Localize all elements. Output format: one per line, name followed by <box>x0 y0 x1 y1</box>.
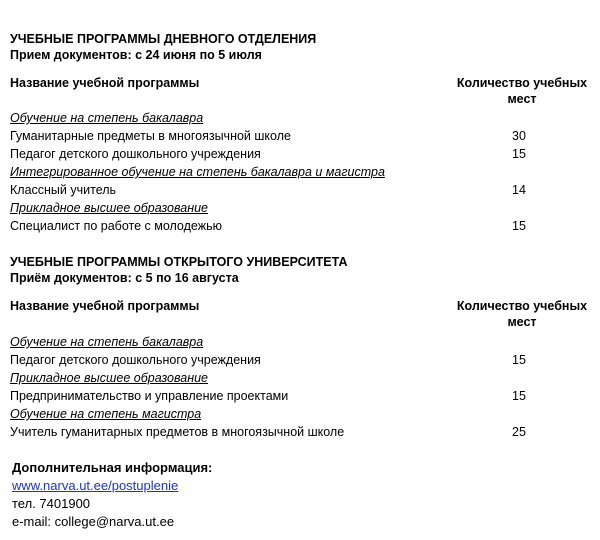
open-category-applied: Прикладное высшее образование <box>10 371 208 385</box>
day-program-places: 14 <box>512 183 526 197</box>
day-column-program-name: Название учебной программы <box>10 76 200 90</box>
info-email: e-mail: college@narva.ut.ee <box>12 514 175 529</box>
open-program-places: 25 <box>512 425 526 439</box>
info-website-link[interactable]: www.narva.ut.ee/postuplenie <box>12 478 179 493</box>
day-category-applied: Прикладное высшее образование <box>10 201 208 215</box>
day-admission-dates: Прием документов: с 24 июня по 5 июля <box>10 48 262 62</box>
day-program-name: Классный учитель <box>10 183 117 197</box>
info-heading: Дополнительная информация: <box>12 460 213 475</box>
day-column-places: Количество учебных мест <box>456 76 588 106</box>
day-section-title: УЧЕБНЫЕ ПРОГРАММЫ ДНЕВНОГО ОТДЕЛЕНИЯ <box>10 32 317 46</box>
open-category-bachelor: Обучение на степень бакалавра <box>10 335 204 349</box>
open-admission-dates: Приём документов: с 5 по 16 августа <box>10 271 239 285</box>
day-program-places: 15 <box>512 147 526 161</box>
open-program-name: Учитель гуманитарных предметов в многоязычной школе <box>10 425 345 439</box>
day-program-name: Гуманитарные предметы в многоязычной школе <box>10 129 291 143</box>
open-program-places: 15 <box>512 353 526 367</box>
open-program-name: Предпринимательство и управление проектами <box>10 389 289 403</box>
open-column-program-name: Название учебной программы <box>10 299 200 313</box>
day-program-places: 15 <box>512 219 526 233</box>
open-column-places: Количество учебных мест <box>456 299 588 329</box>
day-category-integrated: Интегрированное обучение на степень бакалавра и магистра <box>10 165 385 179</box>
open-category-master: Обучение на степень магистра <box>10 407 202 421</box>
day-program-places: 30 <box>512 129 526 143</box>
open-program-places: 15 <box>512 389 526 403</box>
day-program-name: Специалист по работе с молодежью <box>10 219 222 233</box>
info-phone: тел. 7401900 <box>12 496 91 511</box>
open-section-title: УЧЕБНЫЕ ПРОГРАММЫ ОТКРЫТОГО УНИВЕРСИТЕТА <box>10 255 348 269</box>
day-program-name: Педагог детского дошкольного учреждения <box>10 147 261 161</box>
open-program-name: Педагог детского дошкольного учреждения <box>10 353 261 367</box>
day-category-bachelor: Обучение на степень бакалавра <box>10 111 204 125</box>
